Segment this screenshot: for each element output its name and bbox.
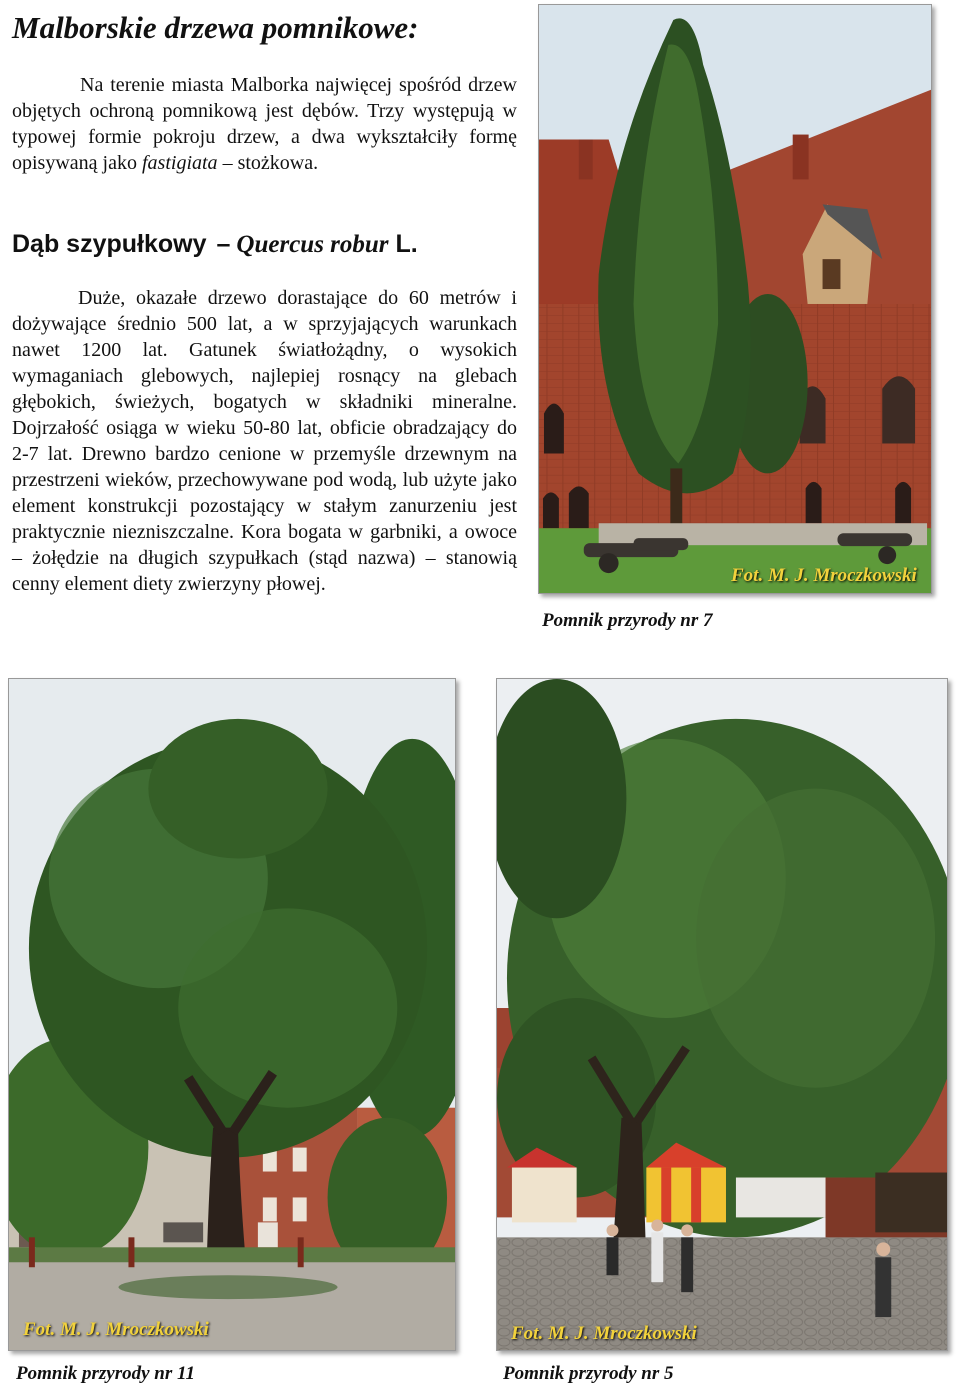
intro-italic-term: fastigiata: [141, 152, 218, 174]
species-common-name: Dąb szypułkowy: [12, 230, 207, 258]
species-heading: [12, 226, 517, 263]
photo-castle-oak: [538, 4, 932, 594]
castle-oak-illustration: [539, 5, 931, 593]
intro-text-1: Na terenie miasta Malborka najwięcej spośród drzew objętych ochroną pomnikową jest dębów. Trzy występują w typowej formie pokroju drzew, a dwa wykształciły formę opisywaną jako: [12, 74, 517, 174]
courtyard-oak-illustration: [497, 679, 947, 1350]
photo-credit: Fot. M. J. Mroczkowski: [511, 1323, 697, 1344]
photo-caption-nr5: Pomnik przyrody nr 5: [503, 1363, 674, 1384]
city-oak-illustration: [9, 679, 455, 1350]
species-description: Duże, okazałe drzewo dorastające do 60 metrów i dożywające średnio 500 lat, a w sprzyjających warunkach nawet 1200 lat. Gatunek światłożądny, o wysokich wymaganiach glebowych, najlepiej rosnący na glebach głębokich, świeżych, bogatych w składniki mineralne. Dojrzałość osiąga w wieku 50-80 lat, obficie obradzający do 2-7 lat. Drewno bardzo cenione w przemyśle drzewnym na przestrzeni wieków, przechowywane pod wodą, lub użyte jako element konstrukcji pozostający w stałym zanurzeniu jest praktycznie niezniszczalne. Kora bogata w garbniki, a owoce – żołędzie na długich szypułkach (stąd nazwa) – stanowią cenny element diety zwierzyny płowej.: [12, 287, 517, 595]
photo-caption-nr7: Pomnik przyrody nr 7: [542, 610, 713, 631]
species-author: L.: [395, 230, 418, 258]
intro-paragraph: [12, 72, 517, 176]
photo-courtyard-oak: [496, 678, 948, 1351]
species-dash: –: [216, 230, 231, 258]
species-latin-name: Quercus robur: [236, 231, 389, 258]
intro-text-2: – stożkowa.: [217, 152, 319, 174]
photo-credit: Fot. M. J. Mroczkowski: [731, 565, 917, 586]
page-title: Malborskie drzewa pomnikowe:: [12, 10, 419, 45]
photo-credit: Fot. M. J. Mroczkowski: [23, 1319, 209, 1340]
photo-caption-nr11: Pomnik przyrody nr 11: [16, 1363, 195, 1384]
photo-city-oak: [8, 678, 456, 1351]
